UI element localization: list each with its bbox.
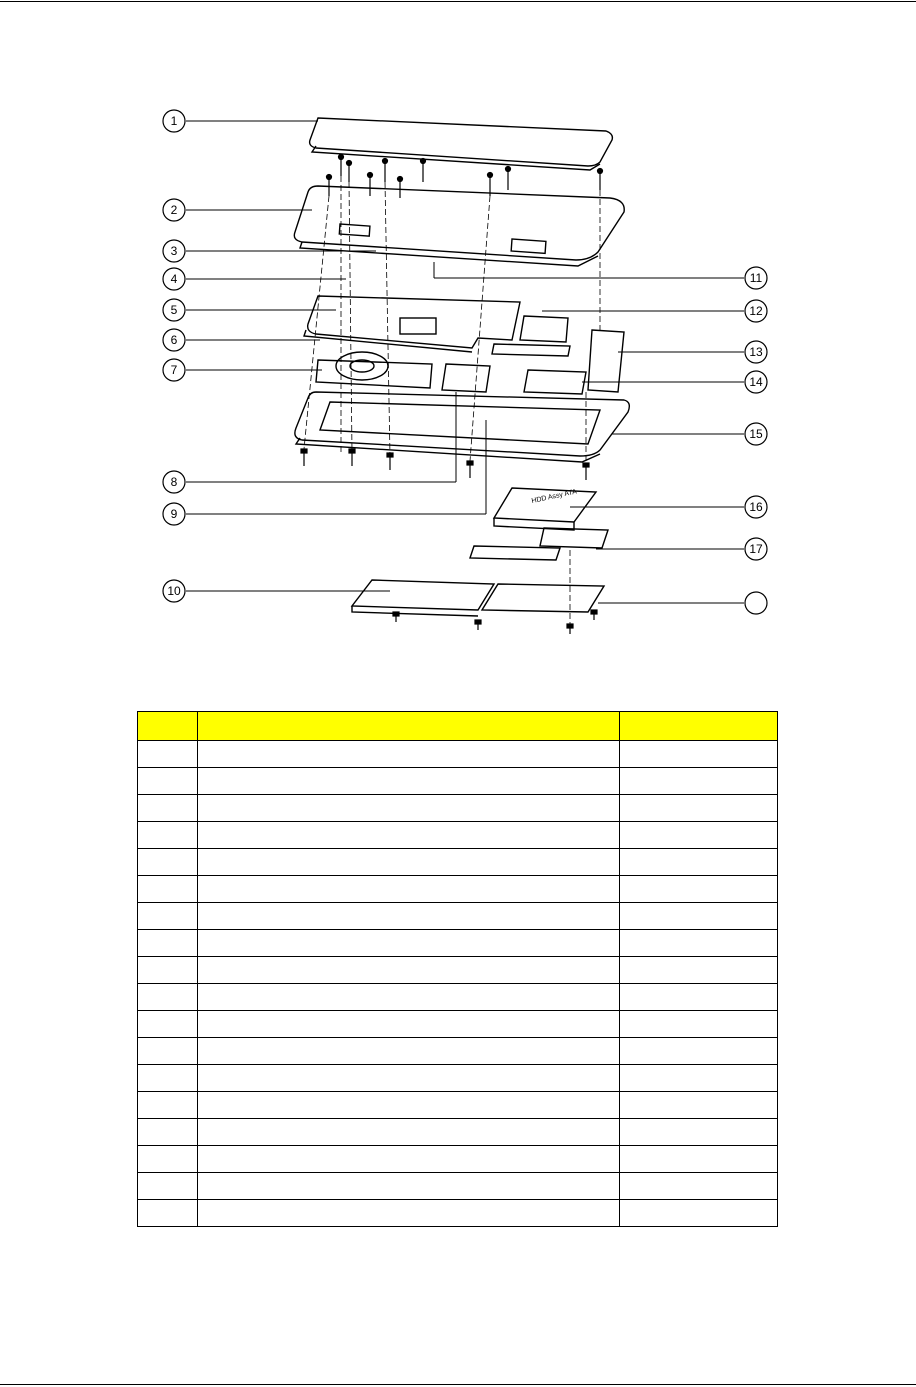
table-cell [619,1200,777,1227]
callout-number: 1 [170,114,178,128]
callout-7 [163,359,185,381]
table-row [138,1011,778,1038]
callout-number: 9 [170,507,178,521]
table-cell [198,1038,619,1065]
table-cell [619,957,777,984]
table-header-row [138,712,778,741]
callout-1 [163,110,185,132]
table-row [138,1038,778,1065]
table-cell [619,768,777,795]
table-cell [138,930,198,957]
mainboard [308,296,520,348]
callout-number: 2 [170,203,178,217]
callout-3 [163,240,185,262]
upper-case [294,186,624,260]
callout-14 [745,371,767,393]
table-cell [138,1092,198,1119]
table-row [138,795,778,822]
table-cell [198,1146,619,1173]
callout-11 [745,267,767,289]
leader-lines [186,121,744,603]
table-cell [138,903,198,930]
callout-10 [163,580,185,602]
table-cell [138,984,198,1011]
hdd-label: HDD Assy ATA [530,488,578,505]
callout-number: 7 [170,363,178,377]
callout-15 [745,423,767,445]
callout-number: 16 [749,500,763,514]
table-cell [138,1200,198,1227]
screws [301,155,603,635]
table-cell [619,1119,777,1146]
memory-module [520,316,568,342]
callout-number: 3 [170,244,178,258]
table-cell [619,903,777,930]
callout-9 [163,503,185,525]
hdd-assembly [494,488,596,522]
table-row [138,1065,778,1092]
table-cell [619,1038,777,1065]
table-row [138,903,778,930]
top-panel [310,118,613,166]
table-row [138,822,778,849]
table-cell [138,1038,198,1065]
callout-number: 17 [749,542,763,556]
table-cell [138,795,198,822]
bottom-door [352,580,494,610]
table-row [138,768,778,795]
callout-18 [745,592,767,614]
table-row [138,1146,778,1173]
callout-number: 6 [170,333,178,347]
table-cell [619,984,777,1011]
table-cell [198,822,619,849]
table-cell [619,1065,777,1092]
table-row [138,930,778,957]
table-row [138,1092,778,1119]
table-cell [198,930,619,957]
callout-number: 11 [749,271,763,285]
callout-number: 14 [749,375,763,389]
table-cell [138,768,198,795]
table-cell [619,930,777,957]
callout-number: 8 [170,475,178,489]
callout-17 [745,538,767,560]
table-cell [138,849,198,876]
header-cell [138,712,198,741]
callout-16 [745,496,767,518]
table-cell [198,903,619,930]
callout-number: 15 [749,427,763,441]
sub-board [524,370,586,394]
table-cell [198,849,619,876]
table-cell [619,795,777,822]
mini-card [442,364,490,392]
table-cell [198,1119,619,1146]
table-cell [198,876,619,903]
table-row [138,1200,778,1227]
table-row [138,984,778,1011]
table-cell [619,741,777,768]
table-cell [619,1092,777,1119]
callout-number: 4 [170,272,178,286]
io-board [588,330,624,392]
hdd-bracket [540,528,608,548]
table-row [138,849,778,876]
table-cell [619,849,777,876]
callout-13 [745,341,767,363]
callout-5 [163,299,185,321]
table-cell [198,1065,619,1092]
table-cell [198,1200,619,1227]
header-cell [198,712,619,741]
callout-8 [163,471,185,493]
table-cell [198,795,619,822]
table-cell [198,741,619,768]
table-cell [138,1173,198,1200]
parts-table [137,711,778,1227]
table-cell [198,1173,619,1200]
header-cell [619,712,777,741]
callout-number: 13 [749,345,763,359]
callout-6 [163,329,185,351]
table-cell [138,876,198,903]
callout-12 [745,300,767,322]
callout-number: 5 [170,303,178,317]
table-cell [619,876,777,903]
table-row [138,741,778,768]
flat-cable [492,344,570,356]
table-cell [138,822,198,849]
callout-number: 12 [749,304,763,318]
table-cell [138,1119,198,1146]
table-cell [198,1092,619,1119]
table-cell [619,1173,777,1200]
table-cell [198,984,619,1011]
table-row [138,957,778,984]
bottom-rule [0,1384,916,1385]
table-cell [198,1011,619,1038]
table-row [138,1119,778,1146]
callout-number: 10 [167,584,181,598]
table-cell [198,768,619,795]
callout-4 [163,268,185,290]
table-cell [138,957,198,984]
table-cell [138,1011,198,1038]
table-cell [138,1065,198,1092]
callout-2 [163,199,185,221]
table-row [138,876,778,903]
table-cell [619,1146,777,1173]
table-cell [138,741,198,768]
guide-lines [304,176,600,624]
cooling-fan [336,352,388,380]
table-cell [198,957,619,984]
table-cell [619,822,777,849]
table-cell [138,1146,198,1173]
table-cell [619,1011,777,1038]
table-row [138,1173,778,1200]
